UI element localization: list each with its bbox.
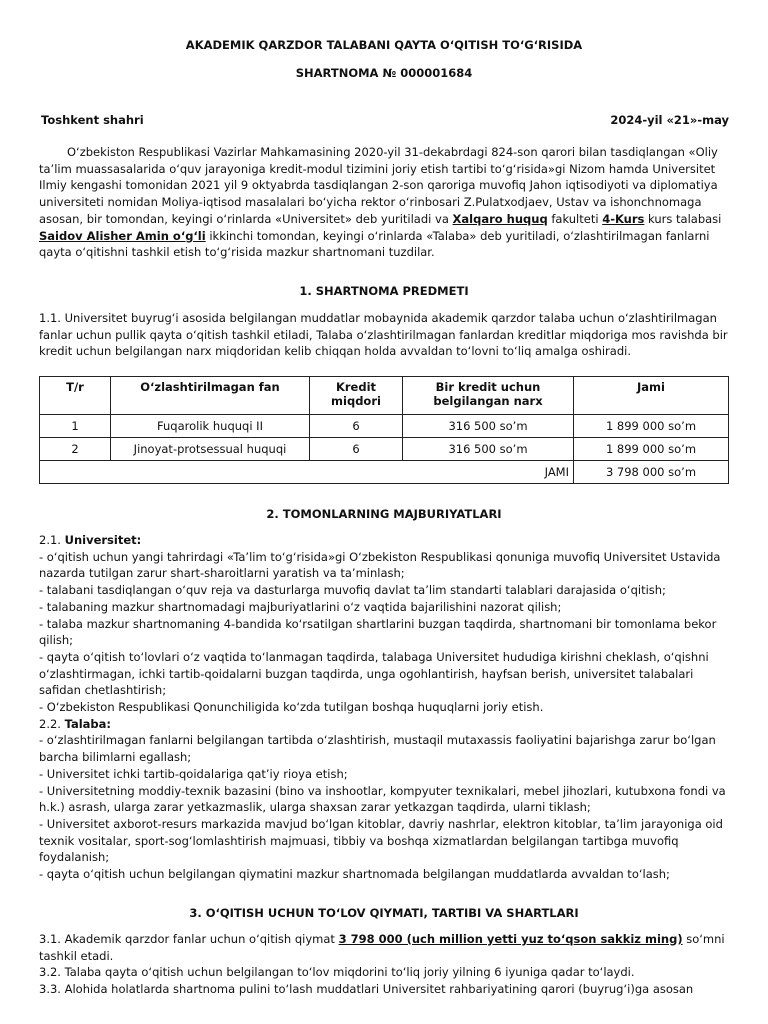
document-title: AKADEMIK QARZDOR TALABANI QAYTA O‘QITISH TO‘G‘RISIDA: [185, 38, 583, 52]
table-cell: Jinoyat-protsessual huquqi: [111, 438, 310, 461]
intro-text: fakulteti: [547, 211, 603, 226]
clause-3-1: [39, 931, 729, 964]
course-number: 4-Kurs: [602, 211, 645, 226]
obligations-block: [39, 532, 729, 883]
list-item: - O‘zbekiston Respublikasi Qonunchiligida ko‘zda tutilgan boshqa huquqlarni joriy etish.: [39, 700, 544, 715]
table-row: [40, 438, 729, 461]
intro-paragraph: [39, 144, 729, 261]
column-header: T/r: [40, 377, 111, 415]
total-value: 3 798 000 so’m: [574, 461, 729, 484]
table-row: [40, 415, 729, 438]
table-cell: 316 500 so’m: [403, 438, 574, 461]
section-heading: 2. TOMONLARNING MAJBURIYATLARI: [266, 507, 502, 522]
intro-text: O‘zbekiston Respublikasi Vazirlar Mahkamasining 2020-yil 31-dekabrdagi 824-son qarori bilan tasdiqlangan «Oliy ta’lim muassasalarida o‘quv jarayoniga kredit-modul tizimini joriy etish tartibi to‘g‘risida»gi Nizom hamda Universitet Ilmiy kengashi tomonidan 2021 yil 9 oktyabrda tasdiqlangan 2-son qaroriga muvofiq Jahon iqtisodiyoti va diplomatiya universiteti nomidan Moliya-iqtisod masalalari bo‘yicha rektor o‘rinbosari Z.Pulatxodjaev, Ustav va ishonchnomaga asosan, bir tomondan, keyingi o‘rinlarda «Universitet» deb yuritiladi va: [39, 145, 718, 226]
faculty-name: Xalqaro huquq: [452, 211, 548, 226]
subjects-table: [39, 376, 729, 484]
list-item: - o‘qitish uchun yangi tahrirdagi «Ta’lim to‘g‘risida»gi O‘zbekiston Respublikasi qonuniga muvofiq Universitet Ustavida nazarda tutilgan zarur shart-sharoitlarni yaratish va ta’minlash;: [39, 549, 721, 581]
column-header: Bir kredit uchun belgilangan narx: [403, 377, 574, 415]
place-date-row: [39, 113, 729, 127]
table-cell: Fuqarolik huquqi II: [111, 415, 310, 438]
total-label: JAMI: [40, 461, 574, 484]
list-item: - talabani tasdiqlangan o‘quv reja va dasturlarga muvofiq davlat ta’lim standarti talablari darajasida o‘qitish;: [39, 583, 666, 598]
list-item: - Universitet ichki tartib-qoidalariga qat’iy rioya etish;: [39, 766, 348, 781]
list-item: - Universitetning moddiy-texnik bazasini (bino va inshootlar, kompyuter texnikalari, mebel jihozlari, kutubxona fondi va h.k.) asrash, ularga zarar yetkazmaslik, ularga shaxsan zarar yetkazgan taqdirda, ularni tiklash;: [39, 783, 726, 815]
student-name: Saidov Alisher Amin o‘g‘li: [39, 228, 206, 243]
table-cell: 6: [310, 415, 403, 438]
table-cell: 1 899 000 so’m: [574, 438, 729, 461]
city: Toshkent shahri: [41, 113, 144, 127]
list-item: - qayta o‘qitish uchun belgilangan qiymatini mazkur shartnomada belgilangan muddatlarda avvaldan to‘lash;: [39, 867, 670, 882]
table-cell: 316 500 so’m: [403, 415, 574, 438]
list-item: - talaba mazkur shartnomaning 4-bandida ko‘rsatilgan shartlarini buzgan taqdirda, shartnomani bir tomonlama bekor qilish;: [39, 616, 717, 648]
payment-amount: 3 798 000 (uch million yetti yuz to‘qson sakkiz ming): [338, 931, 683, 946]
contract-date: 2024-yil «21»-may: [610, 113, 729, 127]
table-cell: 2: [40, 438, 111, 461]
clause-number: 2.1.: [39, 533, 65, 548]
list-item: - o‘zlashtirilmagan fanlarni belgilangan tartibda o‘zlashtirish, mustaqil mutaxassis faoliyatini bajarishga zarur bo‘lgan barcha bilimlarni egallash;: [39, 733, 716, 765]
intro-text: ikkinchi tomondan, keyingi o‘rinlarda «Talaba» deb yuritiladi, o‘zlashtirilmagan fanlarni qayta o‘qitishni tashkil etish to‘g‘risida mazkur shartnomani tuzdilar.: [39, 228, 710, 260]
clause-text: 3.1. Akademik qarzdor fanlar uchun o‘qitish qiymat: [39, 931, 339, 946]
clause-3-2: 3.2. Talaba qayta o‘qitish uchun belgilangan to‘lov miqdorini to‘liq joriy yilning 6 iyuniga qadar to‘laydi.: [39, 965, 635, 980]
contract-number: SHARTNOMA № 000001684: [295, 66, 473, 80]
party-name: Universitet:: [64, 533, 142, 548]
list-item: - qayta o‘qitish to‘lovlari o‘z vaqtida to‘lanmagan taqdirda, talabaga Universitet hududiga kirishni cheklash, o‘qishni o‘zlashtirmagan, ichki tartib-qoidalarni buzgan taqdirda, unga ogohlantirish, hayfsan berish, universitet talabalari safidan chetlashtirish;: [39, 649, 709, 698]
clause-number: 2.2.: [39, 716, 65, 731]
intro-text: kurs talabasi: [644, 211, 722, 226]
table-cell: 6: [310, 438, 403, 461]
clause-3-3: 3.3. Alohida holatlarda shartnoma pulini to‘lash muddatlari Universitet rahbariyatining qarori (buyrug‘i)ga asosan: [39, 981, 694, 996]
clause-2-2-title: [39, 716, 729, 733]
column-header: O‘zlashtirilmagan fan: [111, 377, 310, 415]
table-cell: 1 899 000 so’m: [574, 415, 729, 438]
clause-text: so‘mni tashkil etadi.: [39, 931, 725, 963]
list-item: - Universitet axborot-resurs markazida mavjud bo‘lgan kitoblar, davriy nashrlar, elektron kitoblar, ta’lim jarayoniga oid texnik vositalar, sport-sog‘lomlashtirish majmuasi, tibbiy va boshqa xizmatlardan belgilangan tartibga muvofiq foydalanish;: [39, 816, 723, 865]
table-total-row: [40, 461, 729, 484]
clause-1-1: 1.1. Universitet buyrug‘i asosida belgilangan muddatlar mobaynida akademik qarzdor talaba uchun o‘zlashtirilmagan fanlar uchun pullik qayta o‘qitish tashkil etiladi, Talaba o‘zlashtirilmagan fanlardan kreditlar miqdoriga mos ravishda bir kredit uchun belgilangan narx miqdoridan kelib chiqqan holda avvaldan to‘lovni to‘liq amalga oshiradi.: [39, 310, 728, 359]
table-header-row: [40, 377, 729, 415]
section-heading: 3. O‘QITISH UCHUN TO‘LOV QIYMATI, TARTIBI VA SHARTLARI: [189, 905, 579, 920]
list-item: - talabaning mazkur shartnomadagi majburiyatlarini o‘z vaqtida bajarilishini nazorat qilish;: [39, 599, 562, 614]
party-name: Talaba:: [64, 716, 112, 731]
table-cell: 1: [40, 415, 111, 438]
column-header: Kredit miqdori: [310, 377, 403, 415]
clause-2-1-title: [39, 532, 729, 549]
column-header: Jami: [574, 377, 729, 415]
section-heading: 1. SHARTNOMA PREDMETI: [299, 283, 469, 298]
